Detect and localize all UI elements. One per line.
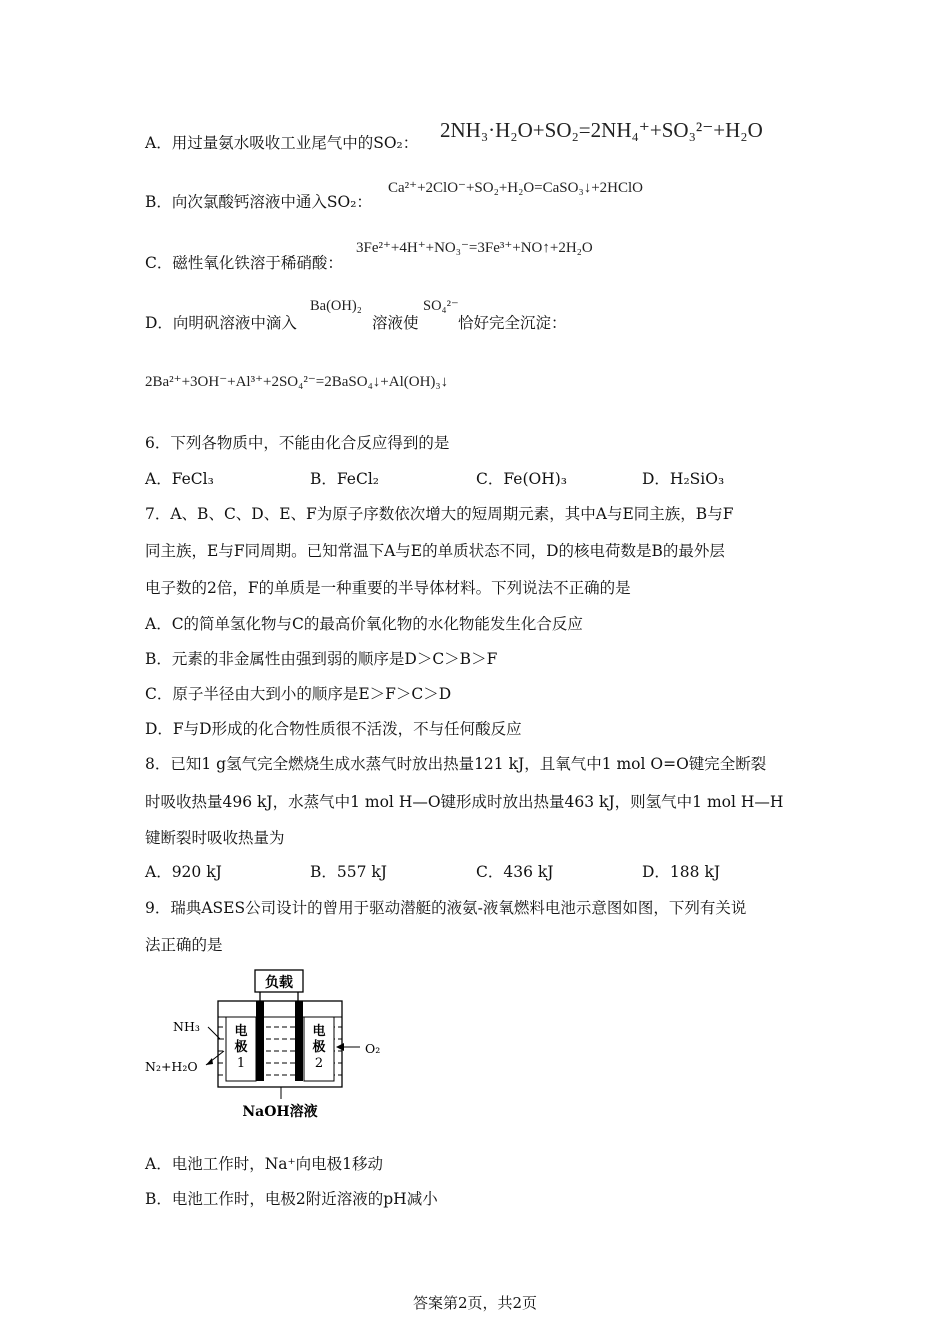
q6-option-a: A．FeCl₃	[145, 470, 214, 488]
q9-option-b: B．电池工作时，电极2附近溶液的pH减小	[145, 1190, 438, 1208]
q7-stem-line2: 同主族，E与F同周期。已知常温下A与E的单质状态不同，D的核电荷数是B的最外层	[145, 542, 725, 560]
q8-stem-line3: 键断裂时吸收热量为	[145, 829, 285, 847]
page-footer: 答案第2页，共2页	[412, 1294, 538, 1312]
q7-option-a: A．C的简单氢化物与C的最高价氧化物的水化物能发生化合反应	[145, 615, 583, 633]
q8-option-c: C．436 kJ	[476, 863, 554, 881]
q5-option-d-ion: SO₄²⁻	[423, 298, 459, 314]
q5-option-b-label: B．向次氯酸钙溶液中通入SO₂：	[145, 193, 372, 211]
electrode1-char1: 电	[234, 1024, 248, 1039]
q5-option-c-label: C．磁性氧化铁溶于稀硝酸：	[145, 254, 343, 272]
q5-option-a	[145, 133, 418, 153]
electrode2-char2: 极	[312, 1040, 326, 1055]
q5-option-d-equation: 2Ba²⁺+3OH⁻+Al³⁺+2SO₄²⁻=2BaSO₄↓+Al(OH)₃↓	[145, 374, 449, 390]
naoh-solution-label: NaOH溶液	[242, 1104, 318, 1120]
q7-option-d: D．F与D形成的化合物性质很不活泼，不与任何酸反应	[145, 720, 522, 738]
q6-option-b: B．FeCl₂	[310, 470, 380, 488]
electrode-2-bar	[295, 1001, 303, 1081]
n2h2o-label: N₂+H₂O	[145, 1059, 198, 1074]
q9-stem-line1: 9．瑞典ASES公司设计的曾用于驱动潜艇的液氨-液氧燃料电池示意图如图，下列有关说	[145, 899, 747, 917]
fuel-cell-diagram	[140, 965, 400, 1125]
q8-option-d: D．188 kJ	[642, 863, 721, 881]
q6-stem: 6．下列各物质中，不能由化合反应得到的是	[145, 434, 450, 452]
q5-option-b-equation: Ca²⁺+2ClO⁻+SO₂+H₂O=CaSO₃↓+2HClO	[388, 180, 643, 196]
q7-stem-line3: 电子数的2倍，F的单质是一种重要的半导体材料。下列说法不正确的是	[145, 579, 631, 597]
q6-option-d: D．H₂SiO₃	[642, 470, 725, 488]
electrode-1-bar	[256, 1001, 264, 1081]
nh3-label: NH₃	[173, 1019, 200, 1034]
q5-option-d-label-part3: 恰好完全沉淀：	[458, 314, 567, 332]
electrode2-char1: 电	[312, 1024, 326, 1039]
q5-option-d-label-part2: 溶液使	[372, 314, 419, 332]
q5-option-a-label: A．用过量氨水吸收工业尾气中的SO₂：	[145, 134, 419, 152]
q9-stem-line2: 法正确的是	[145, 936, 223, 954]
q8-option-a: A．920 kJ	[145, 863, 222, 881]
q8-stem-line1: 8．已知1 g氢气完全燃烧生成水蒸气时放出热量121 kJ，且氧气中1 mol O=O键完全断裂	[145, 755, 767, 773]
q5-option-d-reagent: Ba(OH)₂	[310, 298, 362, 314]
q8-option-b: B．557 kJ	[310, 863, 388, 881]
q5-option-a-equation: 2NH₃·H₂O+SO₂=2NH₄⁺+SO₃²⁻+H₂O	[440, 118, 763, 142]
q5-option-b	[145, 192, 372, 212]
electrode2-char3: 2	[314, 1056, 324, 1071]
q5-option-c-equation: 3Fe²⁺+4H⁺+NO₃⁻=3Fe³⁺+NO↑+2H₂O	[356, 240, 593, 256]
q6-option-c: C．Fe(OH)₃	[476, 470, 567, 488]
q5-option-d-label-part1: D．向明矾溶液中滴入	[145, 314, 297, 332]
electrode1-char3: 1	[236, 1056, 246, 1071]
q9-option-a: A．电池工作时，Na⁺向电极1移动	[145, 1155, 384, 1173]
q5-option-c	[145, 253, 343, 273]
q7-option-c: C．原子半径由大到小的顺序是E＞F＞C＞D	[145, 685, 452, 703]
q8-stem-line2: 时吸收热量496 kJ，水蒸气中1 mol H—O键形成时放出热量463 kJ，则氢气中1 mol H—H	[145, 793, 784, 811]
electrode1-char2: 极	[234, 1040, 248, 1055]
q7-stem-line1: 7．A、B、C、D、E、F为原子序数依次增大的短周期元素，其中A与E同主族，B与F	[145, 505, 734, 523]
load-label: 负载	[265, 975, 293, 991]
q7-option-b: B．元素的非金属性由强到弱的顺序是D＞C＞B＞F	[145, 650, 498, 668]
o2-label: O₂	[365, 1041, 381, 1056]
